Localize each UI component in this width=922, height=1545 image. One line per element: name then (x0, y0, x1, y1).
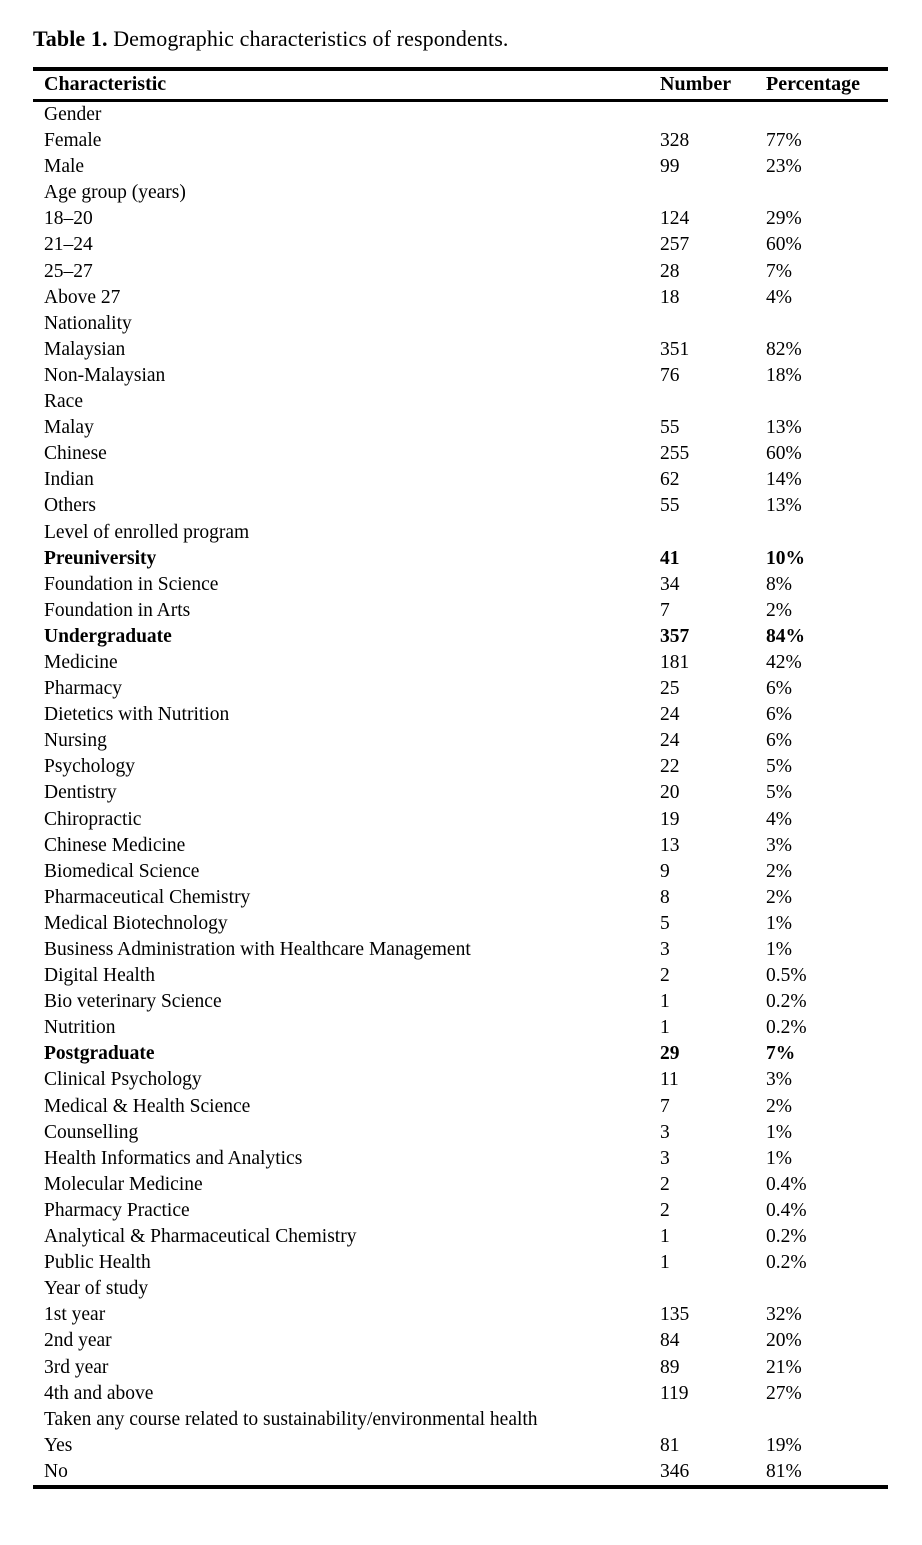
table-row (33, 389, 888, 415)
number-cell: 28 (660, 260, 680, 282)
characteristic-cell: 3rd year (44, 1356, 109, 1378)
percentage-cell: 0.2% (766, 991, 807, 1013)
number-cell: 24 (660, 730, 680, 752)
number-cell: 346 (660, 1460, 690, 1482)
characteristic-cell: Nutrition (44, 1017, 116, 1039)
number-cell: 1 (660, 1226, 670, 1248)
characteristic-cell: Undergraduate (44, 625, 172, 647)
characteristic-cell: Pharmacy (44, 678, 122, 700)
percentage-cell: 84% (766, 625, 805, 647)
percentage-cell: 14% (766, 469, 802, 491)
table-row (33, 598, 888, 624)
number-cell: 135 (660, 1304, 690, 1326)
percentage-cell: 7% (766, 1043, 796, 1065)
number-cell: 8 (660, 886, 670, 908)
percentage-cell (766, 1276, 888, 1302)
table-caption (33, 25, 889, 52)
table-row (33, 754, 888, 780)
demographics-table (33, 67, 888, 1489)
characteristic-cell: Others (44, 495, 96, 517)
characteristic-cell: Molecular Medicine (44, 1173, 203, 1195)
percentage-cell: 42% (766, 651, 802, 673)
number-cell: 25 (660, 678, 680, 700)
characteristic-cell: Above 27 (44, 286, 121, 308)
characteristic-cell: Chinese Medicine (44, 834, 186, 856)
characteristic-cell: Business Administration with Healthcare Management (44, 939, 471, 960)
table-row (33, 911, 888, 937)
table-row (33, 572, 888, 598)
percentage-cell: 60% (766, 234, 802, 256)
characteristic-cell: Preuniversity (44, 547, 157, 569)
number-cell: 84 (660, 1330, 680, 1352)
characteristic-cell: Chiropractic (44, 808, 142, 830)
percentage-cell: 1% (766, 1121, 792, 1143)
characteristic-cell: Nationality (44, 312, 132, 334)
number-cell: 24 (660, 704, 680, 726)
table-row (33, 989, 888, 1015)
characteristic-cell: Indian (44, 469, 94, 491)
table-row (33, 337, 888, 363)
table-row (33, 1198, 888, 1224)
table-row (33, 859, 888, 885)
percentage-cell (766, 180, 888, 206)
number-cell: 7 (660, 1095, 670, 1117)
characteristic-cell: Foundation in Science (44, 573, 219, 595)
number-cell: 55 (660, 417, 680, 439)
percentage-cell: 19% (766, 1434, 802, 1456)
characteristic-cell: Taken any course related to sustainability/environmental health (44, 1408, 538, 1430)
percentage-cell: 2% (766, 860, 792, 882)
table-row (33, 1407, 888, 1433)
percentage-cell: 23% (766, 156, 802, 178)
percentage-cell: 13% (766, 495, 802, 517)
table-caption-label: Table 1. (33, 26, 108, 51)
percentage-cell: 3% (766, 834, 792, 856)
characteristic-cell: Male (44, 156, 85, 178)
characteristic-cell: 25–27 (44, 260, 93, 282)
characteristic-cell: Health Informatics and Analytics (44, 1147, 303, 1169)
characteristic-cell: Nursing (44, 730, 107, 752)
percentage-cell: 60% (766, 443, 802, 465)
page (0, 25, 922, 1545)
percentage-cell: 21% (766, 1356, 802, 1378)
percentage-cell: 5% (766, 756, 792, 778)
characteristic-cell: Digital Health (44, 965, 156, 987)
characteristic-cell: Public Health (44, 1252, 151, 1274)
percentage-cell: 1% (766, 912, 792, 934)
table-row (33, 1381, 888, 1407)
percentage-cell: 18% (766, 364, 802, 386)
number-cell: 3 (660, 939, 670, 960)
percentage-cell: 20% (766, 1330, 802, 1352)
table-row (33, 206, 888, 232)
number-cell (660, 520, 766, 546)
number-cell: 3 (660, 1147, 670, 1169)
table-row (33, 833, 888, 859)
table-body (33, 101, 888, 1487)
number-cell: 119 (660, 1382, 689, 1404)
characteristic-cell: Postgraduate (44, 1043, 155, 1065)
characteristic-cell: Level of enrolled program (44, 521, 250, 543)
percentage-cell: 3% (766, 1069, 792, 1091)
table-row (33, 937, 888, 963)
number-cell: 55 (660, 495, 680, 517)
number-cell: 2 (660, 965, 670, 987)
characteristic-cell: Medicine (44, 651, 118, 673)
table-row (33, 154, 888, 180)
characteristic-cell: Psychology (44, 756, 136, 778)
number-cell: 1 (660, 1252, 670, 1274)
number-cell: 2 (660, 1173, 670, 1195)
number-cell: 19 (660, 808, 680, 830)
characteristic-cell: Bio veterinary Science (44, 991, 222, 1013)
characteristic-cell: Malay (44, 417, 94, 439)
characteristic-cell: Year of study (44, 1278, 149, 1300)
table-row (33, 1328, 888, 1354)
table-row (33, 128, 888, 154)
table-row (33, 1015, 888, 1041)
characteristic-cell: 2nd year (44, 1330, 112, 1352)
percentage-cell: 0.4% (766, 1199, 807, 1221)
table-row (33, 1433, 888, 1459)
number-cell: 81 (660, 1434, 680, 1456)
percentage-cell: 82% (766, 338, 802, 360)
table-row (33, 441, 888, 467)
characteristic-cell: 1st year (44, 1304, 106, 1326)
characteristic-cell: Clinical Psychology (44, 1069, 202, 1091)
percentage-cell: 4% (766, 286, 792, 308)
number-cell: 76 (660, 364, 680, 386)
table-row (33, 415, 888, 441)
number-cell: 351 (660, 338, 690, 360)
number-cell: 2 (660, 1199, 670, 1221)
characteristic-cell: Medical Biotechnology (44, 912, 228, 934)
table-row (33, 259, 888, 285)
characteristic-cell: 4th and above (44, 1382, 154, 1404)
percentage-cell: 0.4% (766, 1173, 807, 1195)
number-cell (660, 101, 766, 129)
percentage-cell (766, 1407, 888, 1433)
number-cell: 89 (660, 1356, 680, 1378)
number-cell: 7 (660, 599, 670, 621)
characteristic-cell: No (44, 1460, 68, 1482)
number-cell: 181 (660, 651, 690, 673)
number-cell: 255 (660, 443, 690, 465)
percentage-cell: 2% (766, 886, 792, 908)
number-cell: 357 (660, 625, 690, 647)
percentage-cell: 1% (766, 939, 792, 960)
number-cell: 328 (660, 130, 690, 152)
percentage-cell: 2% (766, 1095, 792, 1117)
percentage-cell (766, 389, 888, 415)
characteristic-cell: Malaysian (44, 338, 126, 360)
characteristic-cell: 21–24 (44, 234, 93, 256)
percentage-cell: 10% (766, 547, 805, 569)
table-row (33, 780, 888, 806)
number-cell: 34 (660, 573, 680, 595)
number-cell: 13 (660, 834, 680, 856)
number-cell: 11 (660, 1069, 679, 1091)
table-row (33, 101, 888, 129)
percentage-cell: 2% (766, 599, 792, 621)
table-row (33, 1224, 888, 1250)
table-row (33, 728, 888, 754)
table-row (33, 1355, 888, 1381)
characteristic-cell: Dietetics with Nutrition (44, 704, 230, 726)
characteristic-cell: Female (44, 130, 102, 152)
table-row (33, 1302, 888, 1328)
characteristic-cell: Yes (44, 1434, 73, 1456)
number-cell: 1 (660, 1017, 670, 1039)
number-cell: 20 (660, 782, 680, 804)
table-row (33, 285, 888, 311)
table-row (33, 885, 888, 911)
number-cell: 3 (660, 1121, 670, 1143)
table-row (33, 546, 888, 572)
percentage-cell: 32% (766, 1304, 802, 1326)
percentage-cell (766, 101, 888, 129)
percentage-cell (766, 520, 888, 546)
percentage-cell: 6% (766, 678, 792, 700)
number-cell: 18 (660, 286, 680, 308)
number-cell (660, 311, 766, 337)
percentage-cell: 81% (766, 1460, 802, 1482)
percentage-cell: 1% (766, 1147, 792, 1169)
table-row (33, 702, 888, 728)
number-cell (660, 389, 766, 415)
percentage-cell: 0.2% (766, 1252, 807, 1274)
characteristic-cell: Pharmacy Practice (44, 1199, 190, 1221)
number-cell (660, 1407, 766, 1433)
percentage-cell: 5% (766, 782, 792, 804)
characteristic-cell: Counselling (44, 1121, 139, 1143)
table-row (33, 493, 888, 519)
column-header-number: Number (660, 73, 732, 95)
table-row (33, 676, 888, 702)
number-cell: 257 (660, 234, 690, 256)
table-caption-text: Demographic characteristics of respondents. (113, 26, 509, 51)
percentage-cell: 27% (766, 1382, 802, 1404)
characteristic-cell: Analytical & Pharmaceutical Chemistry (44, 1226, 357, 1248)
table-row (33, 1459, 888, 1487)
characteristic-cell: Chinese (44, 443, 107, 465)
number-cell: 5 (660, 912, 670, 934)
characteristic-cell: Race (44, 391, 83, 413)
table-row (33, 232, 888, 258)
table-row (33, 1041, 888, 1067)
number-cell: 9 (660, 860, 670, 882)
table-row (33, 1067, 888, 1093)
characteristic-cell: Pharmaceutical Chemistry (44, 886, 251, 908)
characteristic-cell: Gender (44, 104, 102, 125)
table-row (33, 363, 888, 389)
percentage-cell: 4% (766, 808, 792, 830)
percentage-cell: 0.5% (766, 965, 807, 987)
percentage-cell: 0.2% (766, 1226, 807, 1248)
column-header-percentage: Percentage (766, 73, 861, 95)
table-row (33, 807, 888, 833)
percentage-cell: 6% (766, 730, 792, 752)
table-header (33, 69, 888, 101)
characteristic-cell: Foundation in Arts (44, 599, 191, 621)
number-cell: 41 (660, 547, 680, 569)
percentage-cell: 7% (766, 260, 792, 282)
table-row (33, 1276, 888, 1302)
percentage-cell: 6% (766, 704, 792, 726)
table-row (33, 963, 888, 989)
table-row (33, 311, 888, 337)
percentage-cell: 29% (766, 208, 802, 230)
table-row (33, 624, 888, 650)
percentage-cell (766, 311, 888, 337)
number-cell: 99 (660, 156, 680, 178)
number-cell: 124 (660, 208, 690, 230)
percentage-cell: 13% (766, 417, 802, 439)
number-cell: 62 (660, 469, 680, 491)
number-cell: 22 (660, 756, 680, 778)
characteristic-cell: Biomedical Science (44, 860, 200, 882)
number-cell (660, 180, 766, 206)
table-row (33, 467, 888, 493)
percentage-cell: 8% (766, 573, 792, 595)
table-row (33, 1250, 888, 1276)
table-row (33, 650, 888, 676)
column-header-characteristic: Characteristic (44, 73, 167, 95)
characteristic-cell: Non-Malaysian (44, 364, 166, 386)
percentage-cell: 0.2% (766, 1017, 807, 1039)
table-row (33, 180, 888, 206)
number-cell (660, 1276, 766, 1302)
table-row (33, 520, 888, 546)
table-row (33, 1146, 888, 1172)
characteristic-cell: Dentistry (44, 782, 117, 804)
characteristic-cell: Age group (years) (44, 182, 186, 204)
percentage-cell: 77% (766, 130, 802, 152)
table-header-row (33, 69, 888, 101)
table-row (33, 1172, 888, 1198)
number-cell: 1 (660, 991, 670, 1013)
characteristic-cell: 18–20 (44, 208, 93, 230)
table-row (33, 1094, 888, 1120)
number-cell: 29 (660, 1043, 680, 1065)
characteristic-cell: Medical & Health Science (44, 1095, 251, 1117)
table-row (33, 1120, 888, 1146)
